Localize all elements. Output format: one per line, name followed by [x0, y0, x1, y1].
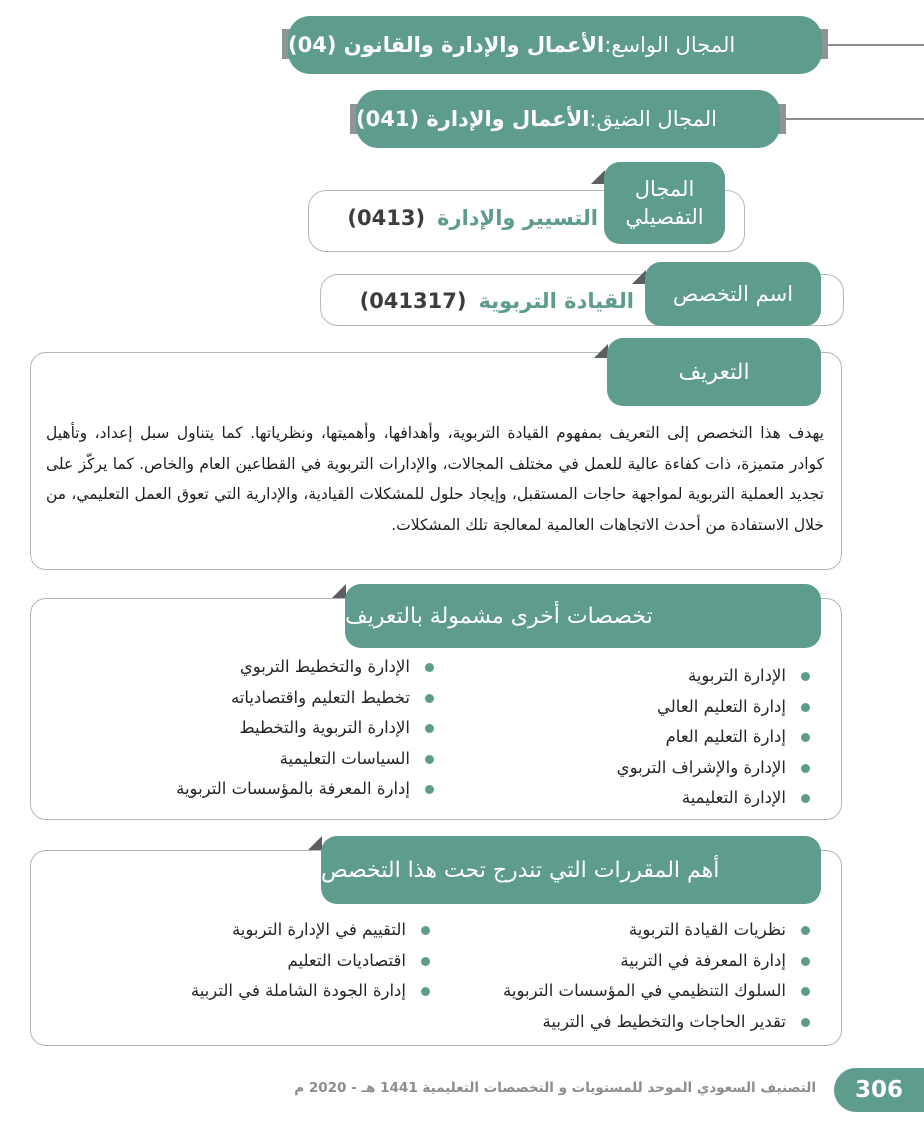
broad-field-connector-line — [828, 44, 924, 46]
list-item — [176, 744, 434, 775]
bullet-icon — [801, 733, 810, 742]
list-item — [176, 652, 434, 683]
bullet-icon — [425, 724, 434, 733]
list-item — [617, 783, 810, 814]
courses-left-list — [191, 915, 430, 1007]
bullet-icon — [421, 926, 430, 935]
other-specializations-tab-notch — [332, 584, 346, 598]
list-item — [191, 976, 430, 1007]
specialization-name: القيادة التربوية — [478, 289, 634, 313]
list-item-label: إدارة الجودة الشاملة في التربية — [190, 981, 406, 1000]
broad-field-label: المجال الواسع: — [604, 33, 736, 57]
list-item-label: السلوك التنظيمي في المؤسسات التربوية — [503, 981, 786, 1000]
page-number: 306 — [834, 1068, 924, 1112]
bullet-icon — [425, 785, 434, 794]
list-item — [176, 774, 434, 805]
courses-title-tab — [321, 836, 821, 904]
list-item-label: إدارة التعليم العالي — [657, 696, 786, 716]
detailed-field-tab-notch — [591, 170, 605, 184]
specialization-label-tab — [645, 262, 821, 326]
list-item-label: السياسات التعليمية — [279, 748, 410, 768]
courses-right-list — [503, 915, 810, 1037]
specialization-value — [360, 289, 634, 313]
list-item — [176, 683, 434, 714]
bullet-icon — [801, 794, 810, 803]
bullet-icon — [801, 1018, 810, 1027]
bullet-icon — [801, 987, 810, 996]
list-item — [503, 946, 810, 977]
list-item — [191, 915, 430, 946]
definition-title-tab — [607, 338, 821, 406]
courses-tab-notch — [308, 836, 322, 850]
bullet-icon — [801, 926, 810, 935]
other-specializations-right-list — [617, 661, 810, 814]
definition-text: يهدف هذا التخصص إلى التعريف بمفهوم القيادة التربوية، وأهدافها، وأهميتها، ونظرياتها. كما يتناول سبل إعداد، وتأهيل كوادر متميزة، ذات كفاءة عالية للعمل في مختلف المجالات، والإدارات التربوية في القطاعين العام والخاص. كما يركّز على تجديد العملية التربوية لمواجهة حاجات المستقبل، وإيجاد حلول للمشكلات القيادية، والإدارية التي تعوق العمل التعليمي، من خلال الاستفادة من أحدث الاتجاهات العالمية لمعالجة تلك المشكلات. — [46, 424, 824, 534]
detailed-field-name: التسيير والإدارة — [437, 206, 598, 230]
detailed-field-label-line2: التفصيلي — [625, 205, 704, 229]
list-item-label: إدارة المعرفة في التربية — [620, 950, 786, 970]
list-item — [503, 915, 810, 946]
list-item-label: نظريات القيادة التربوية — [628, 920, 786, 939]
specialization-label: اسم التخصص — [672, 282, 794, 306]
specialization-tab-notch — [632, 270, 646, 284]
list-item-label: تقدير الحاجات والتخطيط في التربية — [542, 1011, 786, 1031]
broad-field-value: الأعمال والإدارة والقانون (04) — [288, 33, 605, 57]
other-specializations-title: تخصصات أخرى مشمولة بالتعريف — [345, 603, 653, 629]
detailed-field-label-line1: المجال — [634, 177, 695, 201]
list-item-label: الإدارة التعليمية — [681, 788, 786, 807]
list-item — [191, 946, 430, 977]
other-specializations-left-list — [176, 652, 434, 805]
detailed-field-value — [347, 206, 598, 230]
list-item-label: اقتصاديات التعليم — [287, 950, 406, 970]
list-item — [176, 713, 434, 744]
list-item — [617, 753, 810, 784]
detailed-field-label-tab — [604, 162, 725, 244]
definition-tab-notch — [594, 344, 608, 358]
narrow-field-label: المجال الضيق: — [589, 107, 718, 131]
bullet-icon — [425, 663, 434, 672]
list-item — [617, 661, 810, 692]
list-item-label: إدارة التعليم العام — [665, 727, 786, 746]
narrow-field-connector-line — [786, 118, 924, 120]
list-item-label: الإدارة التربوية والتخطيط — [239, 718, 410, 737]
list-item — [617, 722, 810, 753]
bullet-icon — [801, 703, 810, 712]
list-item-label: التقييم في الإدارة التربوية — [231, 920, 406, 939]
courses-title: أهم المقررات التي تندرج تحت هذا التخصص — [321, 857, 720, 883]
narrow-field-pill — [356, 90, 780, 148]
bullet-icon — [801, 764, 810, 773]
definition-title: التعريف — [678, 359, 750, 385]
bullet-icon — [801, 672, 810, 681]
bullet-icon — [425, 755, 434, 764]
narrow-field-value: الأعمال والإدارة (041) — [356, 107, 590, 131]
list-item — [503, 1007, 810, 1038]
list-item — [503, 976, 810, 1007]
list-item-label: الإدارة والإشراف التربوي — [616, 757, 786, 777]
bullet-icon — [425, 694, 434, 703]
footer-text: التصنيف السعودي الموحد للمستويات و التخصصات التعليمية 1441 هـ - 2020 م — [294, 1080, 816, 1096]
bullet-icon — [801, 957, 810, 966]
list-item-label: تخطيط التعليم واقتصادياته — [230, 687, 410, 707]
other-specializations-title-tab — [345, 584, 821, 648]
list-item-label: الإدارة والتخطيط التربوي — [239, 657, 410, 676]
list-item — [617, 692, 810, 723]
bullet-icon — [421, 957, 430, 966]
detailed-field-code: (0413) — [347, 206, 426, 230]
broad-field-pill — [288, 16, 822, 74]
specialization-code: (041317) — [359, 289, 467, 313]
list-item-label: إدارة المعرفة بالمؤسسات التربوية — [176, 779, 410, 798]
list-item-label: الإدارة التربوية — [687, 666, 786, 685]
bullet-icon — [421, 987, 430, 996]
